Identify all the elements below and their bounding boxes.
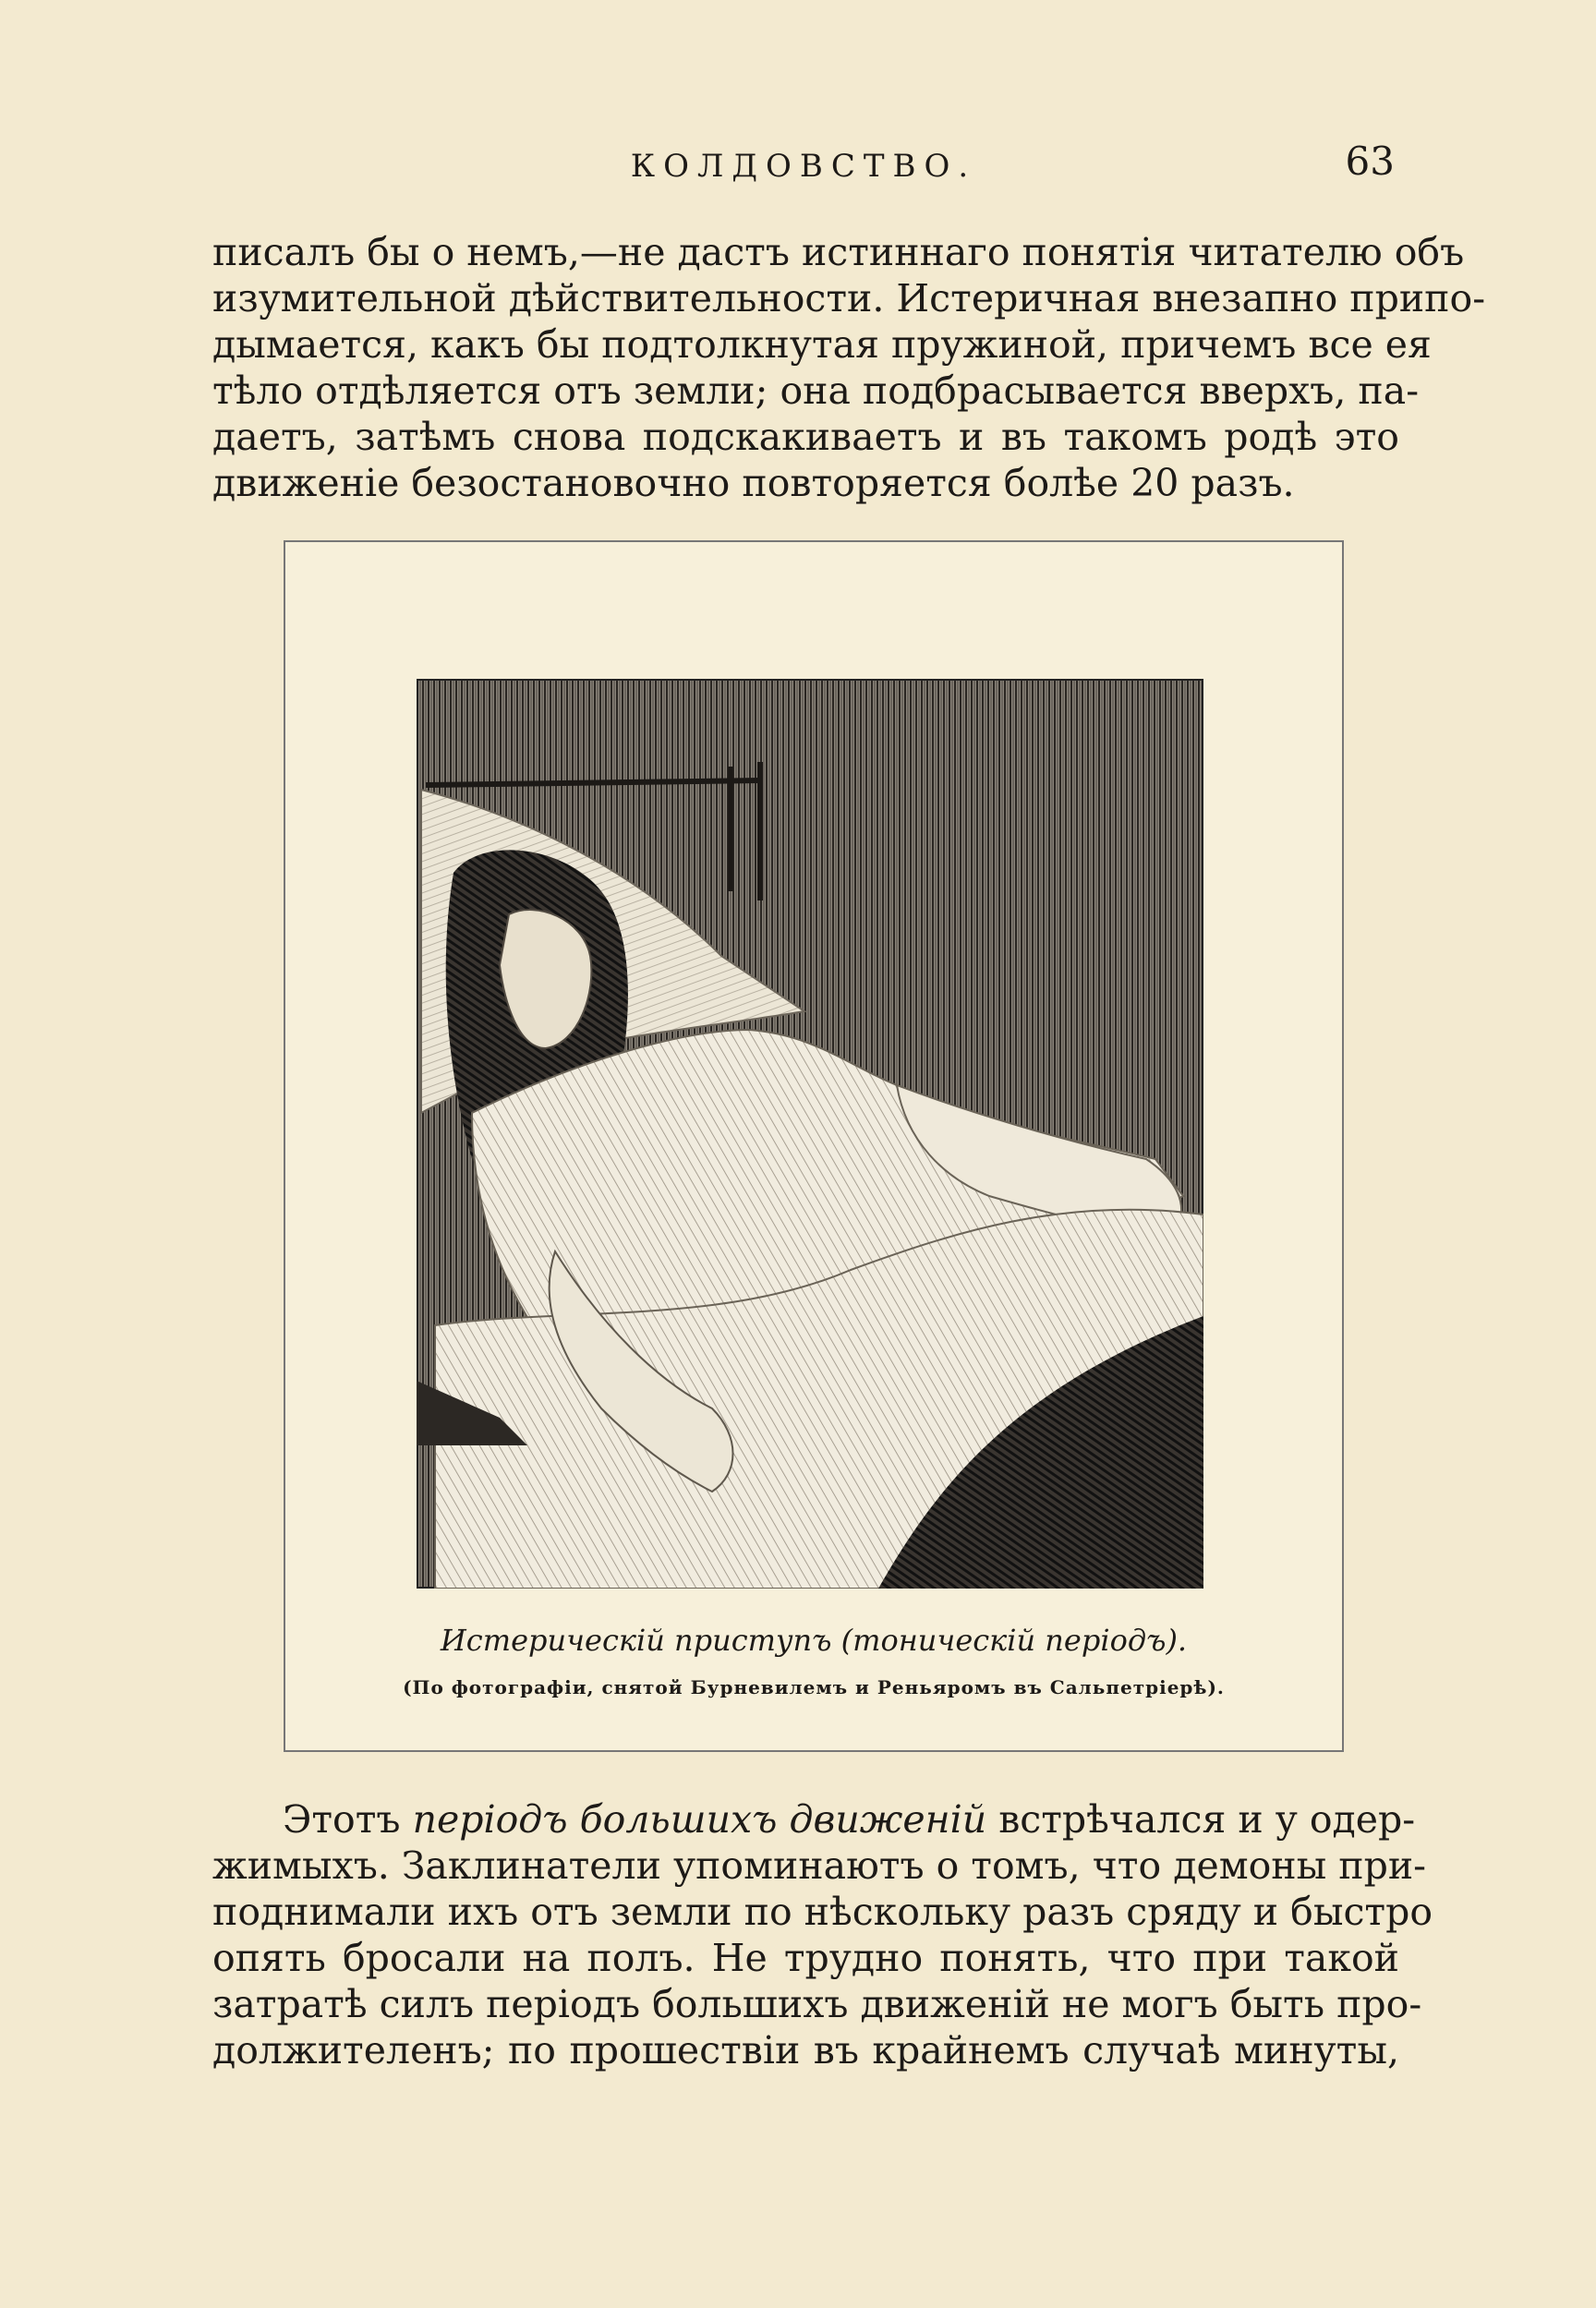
- text-line-first: [212, 1796, 1416, 1843]
- running-title: КОЛДОВСТВО.: [630, 148, 977, 185]
- text-line: даетъ, затѣмъ снова подскакиваетъ и въ такомъ родѣ это: [212, 415, 1399, 459]
- text-line: жимыхъ. Заклинатели упоминаютъ о томъ, что демоны при-: [212, 1843, 1427, 1888]
- emphasized-term: періодъ большихъ движеній: [412, 1797, 987, 1842]
- text-line: писалъ бы о немъ,—не дастъ истиннаго понятія читателю объ: [212, 230, 1465, 274]
- text-line: затратѣ силъ періодъ большихъ движеній не могъ быть про-: [212, 1982, 1422, 2026]
- text-line: опять бросали на полъ. Не трудно понять, что при такой: [212, 1936, 1399, 1980]
- text-line: изумительной дѣйствительности. Истеричная внезапно припо-: [212, 276, 1486, 320]
- text-line: движеніе безостановочно повторяется болѣе 20 разъ.: [212, 461, 1295, 505]
- page-number: 63: [1345, 139, 1395, 184]
- running-head: [212, 139, 1395, 194]
- text-line: тѣло отдѣляется отъ земли; она подбрасывается вверхъ, па-: [212, 369, 1420, 413]
- text-run: встрѣчался и у одер-: [998, 1797, 1416, 1842]
- figure-credit: (По фотографіи, снятой Бурневилемъ и Реньяромъ въ Сальпетріерѣ).: [403, 1676, 1225, 1698]
- text-line: поднимали ихъ отъ земли по нѣскольку разъ сряду и быстро: [212, 1890, 1433, 1934]
- figure-plate: [284, 540, 1344, 1752]
- engraving-illustration: [417, 679, 1203, 1589]
- text-run: Этотъ: [283, 1797, 401, 1842]
- figure-caption: Истерическій приступъ (тоническій періодъ).: [440, 1623, 1188, 1658]
- text-line: должителенъ; по прошествіи въ крайнемъ случаѣ минуты,: [212, 2028, 1399, 2072]
- paragraph-bottom: [212, 1796, 1433, 2073]
- text-line: дымается, какъ бы подтолкнутая пружиной, причемъ все ея: [212, 322, 1432, 367]
- paragraph-top: [212, 229, 1486, 506]
